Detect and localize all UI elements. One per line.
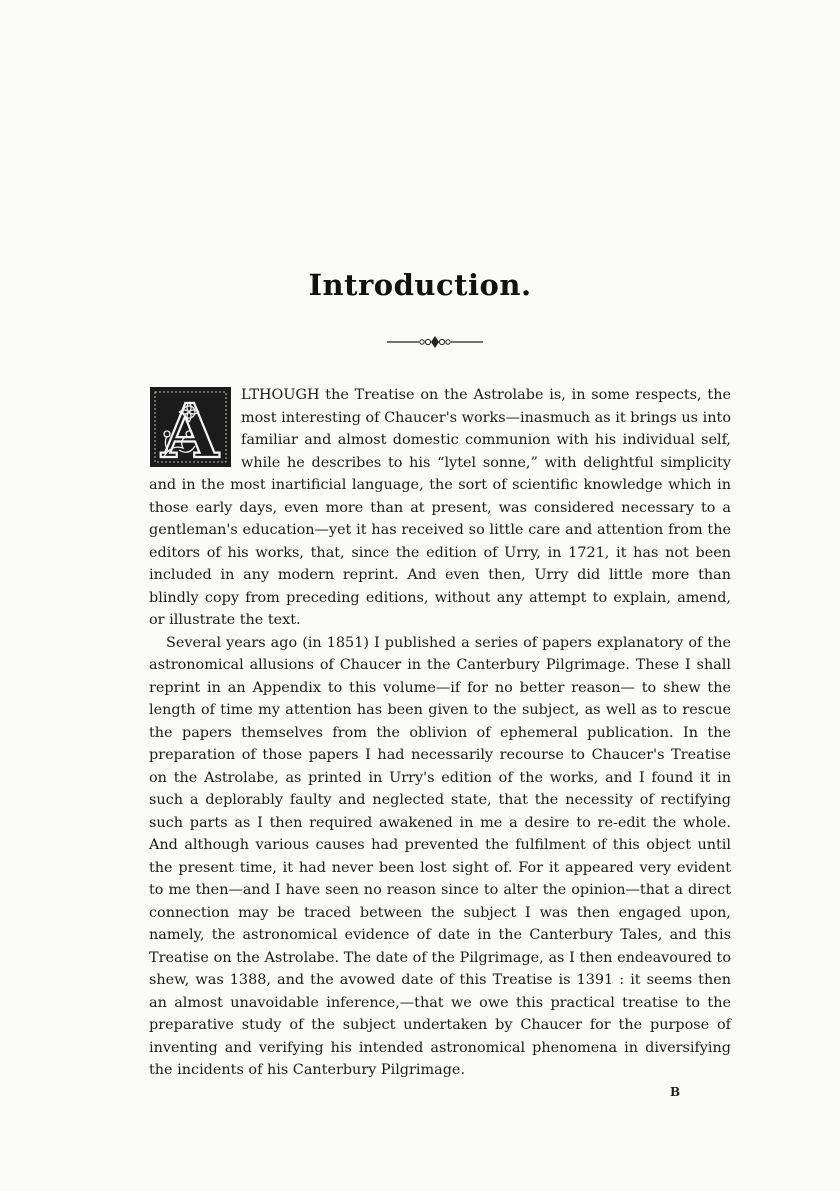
- dropcap-letter: A: [161, 389, 219, 468]
- ornament-divider: [385, 334, 485, 350]
- body-text: [149, 384, 731, 1082]
- paragraph-2: Several years ago (in 1851) I published a series of papers explanatory of the astronomical allusions of Chaucer in the Canterbury Pilgrimage. These I shall reprint in an Appendix to this volume—if for no better reason— to shew the length of time my attention has been given to the subject, as well as to rescue the papers themselves from the oblivion of ephemeral publication. In the preparation of those papers I had necessarily recourse to Chaucer's Treatise on the Astrolabe, as printed in Urry's edition of the works, and I found it in such a deplorably faulty and neglected state, that the necessity of rectifying such parts as I then required awakened in me a desire to re-edit the whole. And although various causes had prevented the fulfilment of this object until the present time, it had never been lost sight of. For it appeared very evident to me then—and I have seen no reason since to alter the opinion—that a direct connection may be traced between the subject I was then engaged upon, namely, the astronomical evidence of date in the Canterbury Tales, and this Treatise on the Astrolabe. The date of the Pilgrimage, as I then endeavoured to shew, was 1388, and the avowed date of this Treatise is 1391 : it seems then an almost unavoidable inference,—that we owe this practical treatise to the preparative study of the subject undertaken by Chaucer for the purpose of inventing and verifying his intended astronomical phenomena in diversifying the incidents of his Canterbury Pilgrimage.: [149, 634, 731, 1078]
- paragraph-1: LTHOUGH the Treatise on the Astrolabe is, in some respects, the most interesting of Chaucer's works—inasmuch as it brings us into familiar and almost domestic communion with his individual self, while he describes to his “lytel sonne,” with delightful simplicity and in the most inartificial language, the sort of scientific knowledge which in those early days, even more than at present, was considered necessary to a gentleman's education—yet it has received so little care and attention from the editors of his works, that, since the edition of Urry, in 1721, it has not been included in any modern reprint. And even then, Urry did little more than blindly copy from preceding editions, without any attempt to explain, amend, or illustrate the text.: [149, 387, 731, 628]
- dropcap-ornament-icon: [149, 386, 232, 468]
- page-title: Introduction.: [308, 268, 532, 302]
- signature-mark: B: [670, 1085, 681, 1099]
